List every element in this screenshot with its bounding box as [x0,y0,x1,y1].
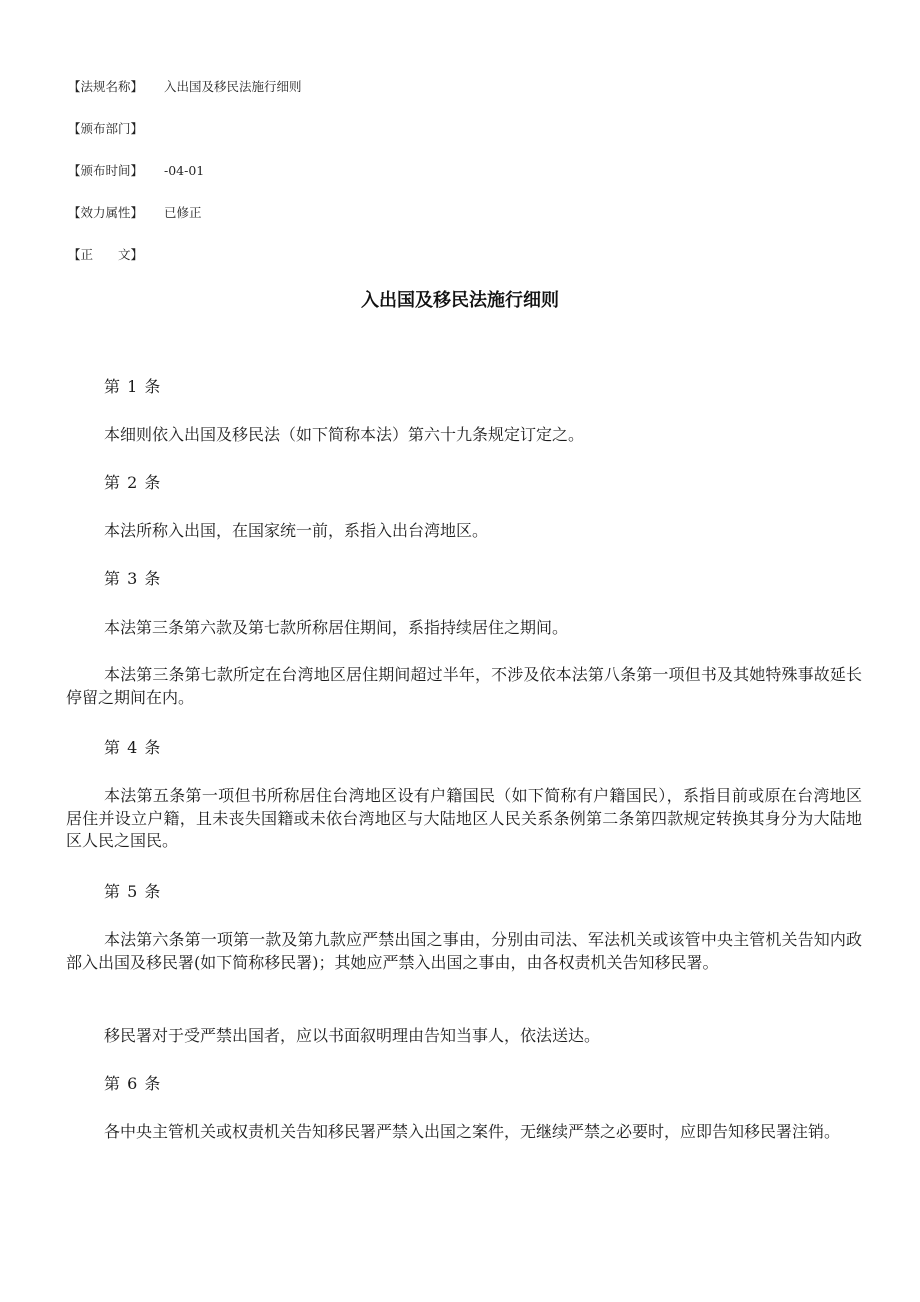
article-heading: 第 4 条 [104,738,162,757]
article-paragraph: 本法第三条第六款及第七款所称居住期间，系指持续居住之期间。 [104,618,569,637]
article-paragraph: 本法第五条第一项但书所称居住台湾地区设有户籍国民（如下简称有户籍国民），系指目前或原在台湾地区居住并设立户籍，且未丧失国籍或未依台湾地区与大陆地区人民关系条例第二条第四款规定转换其身分为大陆地区人民之国民。 [66,786,862,850]
article-paragraph: 各中央主管机关或权责机关告知移民署严禁入出国之案件，无继续严禁之必要时，应即告知移民署注销。 [104,1122,841,1141]
meta-row-issuing-department [68,121,164,137]
article-paragraph: 本法所称入出国，在国家统一前，系指入出台湾地区。 [104,521,489,540]
meta-row-regulation-name [68,79,302,95]
meta-row-validity-status [68,205,202,221]
article-paragraph: 本细则依入出国及移民法（如下简称本法）第六十九条规定订定之。 [104,425,585,444]
article-heading: 第 5 条 [104,882,162,901]
meta-value: 已修正 [164,205,202,220]
article-heading: 第 2 条 [104,473,162,492]
meta-label: 【法规名称】 [68,79,144,94]
meta-label: 【效力属性】 [68,205,144,220]
meta-label: 【正 文】 [68,247,144,262]
article-paragraph: 移民署对于受严禁出国者，应以书面叙明理由告知当事人，依法送达。 [104,1026,601,1045]
document-title: 入出国及移民法施行细则 [361,290,559,311]
meta-row-issue-date [68,163,204,179]
article-paragraph: 本法第六条第一项第一款及第九款应严禁出国之事由，分别由司法、军法机关或该管中央主管机关告知内政部入出国及移民署(如下简称移民署)；其她应严禁入出国之事由，由各权责机关告知移民署。 [66,930,862,972]
meta-value: -04-01 [164,163,205,178]
meta-row-body-text [68,247,164,263]
meta-value: 入出国及移民法施行细则 [164,79,302,94]
article-paragraph: 本法第三条第七款所定在台湾地区居住期间超过半年，不涉及依本法第八条第一项但书及其她特殊事故延长停留之期间在内。 [66,665,862,707]
meta-label: 【颁布时间】 [68,163,144,178]
meta-label: 【颁布部门】 [68,121,144,136]
article-heading: 第 6 条 [104,1074,162,1093]
article-heading: 第 3 条 [104,569,162,588]
article-heading: 第 1 条 [104,377,162,396]
